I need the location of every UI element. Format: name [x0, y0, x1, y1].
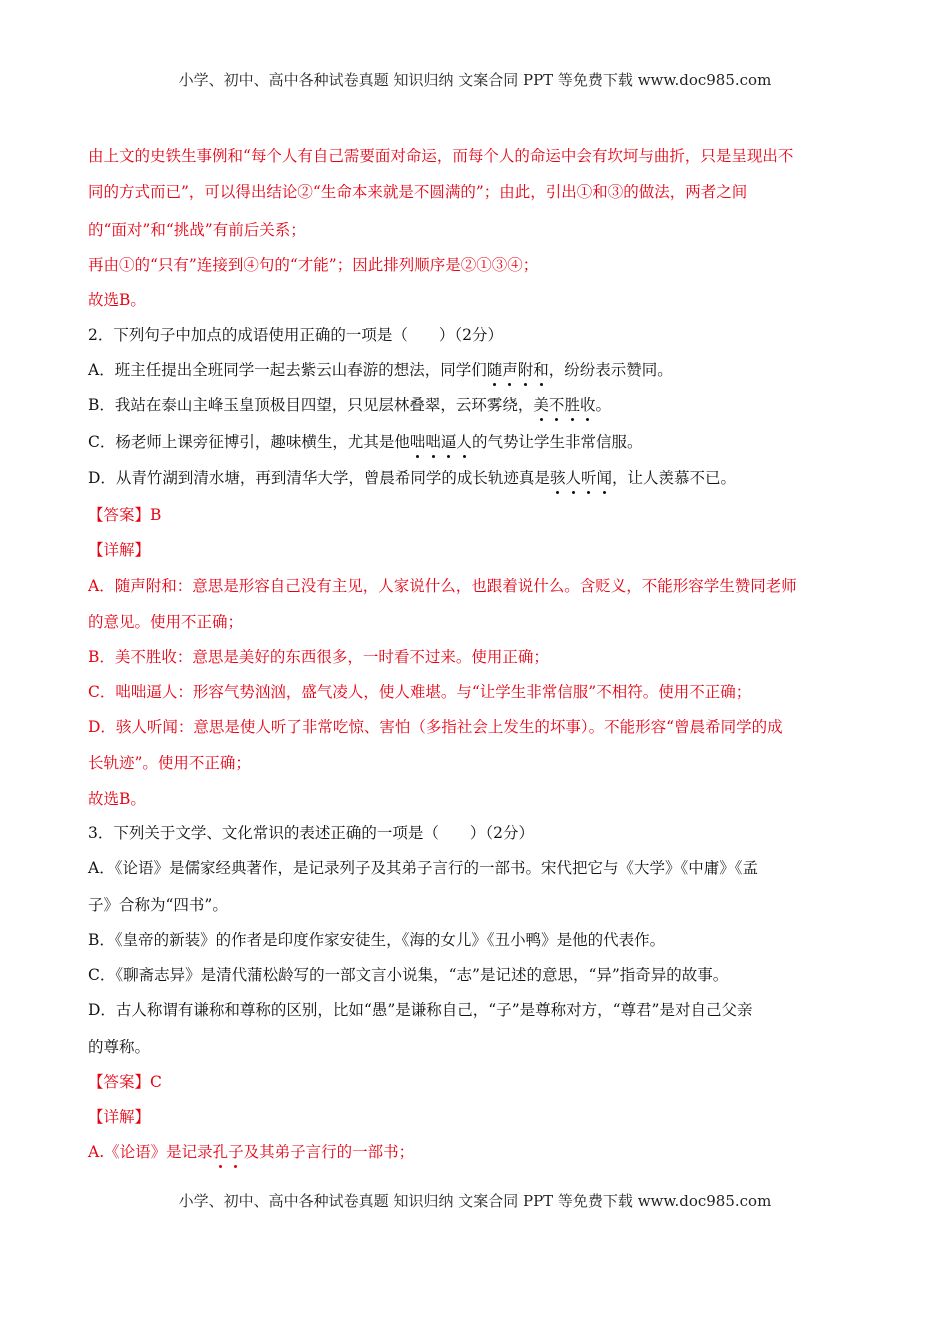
explanation-line: 由上文的史铁生事例和“每个人有自己需要面对命运，而每个人的命运中会有坎坷与曲折，只是呈现出不 — [88, 147, 794, 165]
detail-line: 长轨迹”。使用不正确； — [88, 754, 251, 772]
question-2-option-a: A．班主任提出全班同学一起去紫云山春游的想法，同学们随声附和，纷纷表示赞同。 — [88, 361, 673, 379]
page-footer: 小学、初中、高中各种试卷真题 知识归纳 文案合同 PPT 等免费下载 www.doc985.com — [178, 1192, 772, 1210]
question-3-option-d-cont: 的尊称。 — [88, 1038, 151, 1056]
question-3-stem: 3．下列关于文学、文化常识的表述正确的一项是（ ）（2分） — [88, 824, 534, 842]
dotted-idiom: 骇人听闻 — [549, 469, 612, 487]
question-2-stem: 2．下列句子中加点的成语使用正确的一项是（ ）（2分） — [88, 326, 503, 344]
detail-line: 故选B。 — [88, 790, 146, 808]
explanation-line: 再由①的“只有”连接到④句的“才能”；因此排列顺序是②①③④； — [88, 256, 539, 274]
detail-line: A.《论语》是记录孔子及其弟子言行的一部书； — [88, 1143, 415, 1161]
dotted-idiom: 咄咄逼人 — [409, 433, 472, 451]
question-3-answer: 【答案】C — [88, 1073, 162, 1091]
dotted-idiom: 美不胜收 — [533, 396, 596, 414]
question-2-option-d: D．从青竹湖到清水塘，再到清华大学，曾晨希同学的成长轨迹真是骇人听闻，让人羡慕不已。 — [88, 469, 737, 487]
question-3-detail-label: 【详解】 — [88, 1108, 151, 1126]
question-3-option-d: D．古人称谓有谦称和尊称的区别，比如“愚”是谦称自己，“子”是尊称对方，“尊君”是对自己父亲 — [88, 1001, 753, 1019]
detail-line: D．骇人听闻：意思是使人听了非常吃惊、害怕（多指社会上发生的坏事）。不能形容“曾晨希同学的成 — [88, 718, 783, 736]
question-2-detail-label: 【详解】 — [88, 541, 151, 559]
explanation-line: 故选B。 — [88, 291, 146, 309]
question-3-option-a: A．《论语》是儒家经典著作，是记录列子及其弟子言行的一部书。宋代把它与《大学》《中庸》《孟 — [88, 859, 758, 877]
question-3-option-c: C．《聊斋志异》是清代蒲松龄写的一部文言小说集，“志”是记述的意思，“异”指奇异的故事。 — [88, 966, 729, 984]
question-2-option-c: C．杨老师上课旁征博引，趣味横生，尤其是他咄咄逼人的气势让学生非常信服。 — [88, 433, 643, 451]
question-3-option-b: B．《皇帝的新装》的作者是印度作家安徒生，《海的女儿》《丑小鸭》是他的代表作。 — [88, 931, 666, 949]
detail-line: 的意见。使用不正确； — [88, 613, 244, 631]
detail-line: C．咄咄逼人：形容气势汹汹，盛气凌人，使人难堪。与“让学生非常信服”不相符。使用不正确； — [88, 683, 752, 701]
question-2-answer: 【答案】B — [88, 506, 162, 524]
question-2-option-b: B．我站在泰山主峰玉皇顶极目四望，只见层林叠翠，云环雾绕，美不胜收。 — [88, 396, 611, 414]
question-3-option-a-cont: 子》合称为“四书”。 — [88, 896, 228, 914]
explanation-line: 的“面对”和“挑战”有前后关系； — [88, 221, 306, 239]
dotted-idiom: 随声附和 — [486, 361, 549, 379]
detail-line: A．随声附和：意思是形容自己没有主见，人家说什么，也跟着说什么。含贬义，不能形容学生赞同老师 — [88, 577, 797, 595]
page-header: 小学、初中、高中各种试卷真题 知识归纳 文案合同 PPT 等免费下载 www.doc985.com — [178, 71, 772, 89]
explanation-line: 同的方式而已”，可以得出结论②“生命本来就是不圆满的”；由此，引出①和③的做法，两者之间 — [88, 183, 748, 201]
dotted-text: 孔子 — [212, 1143, 244, 1161]
detail-line: B．美不胜收：意思是美好的东西很多，一时看不过来。使用正确； — [88, 648, 549, 666]
